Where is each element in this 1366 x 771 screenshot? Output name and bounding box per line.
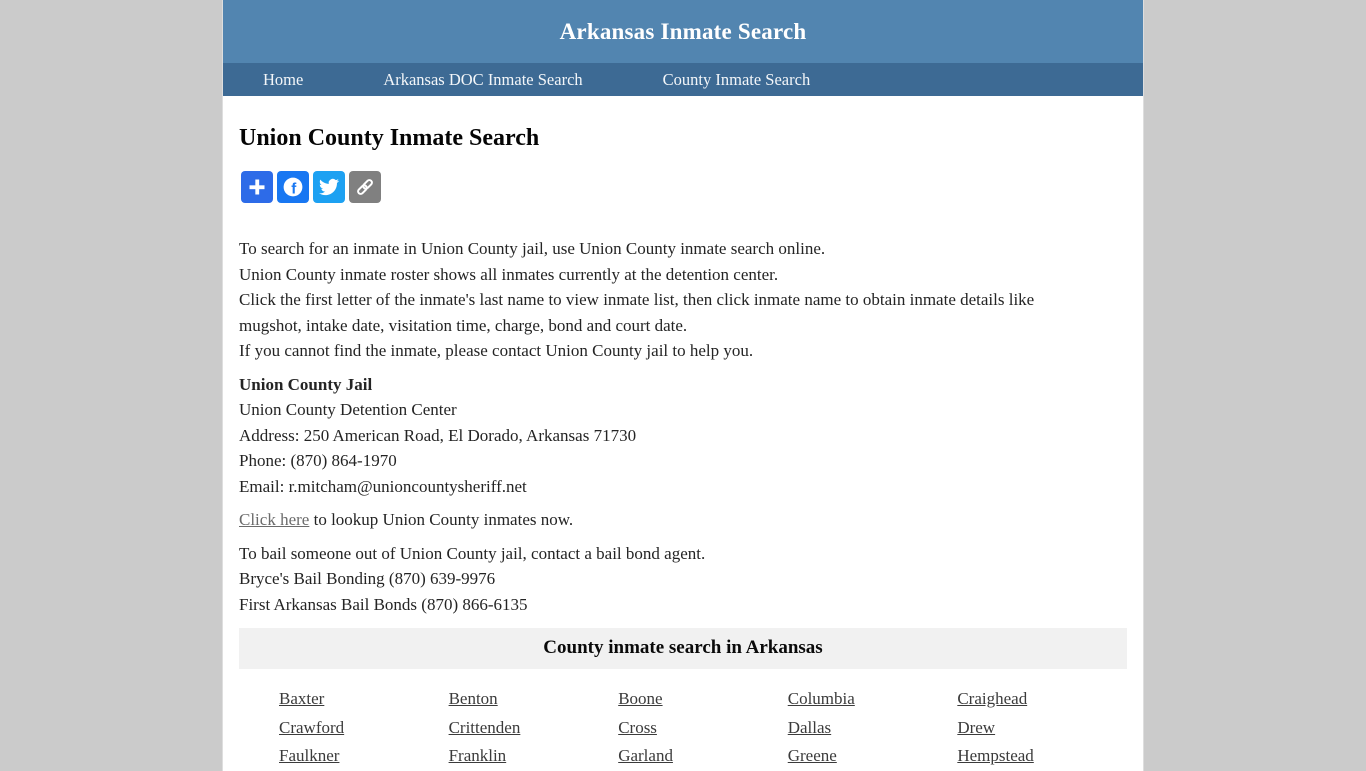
nav-item-doc-inmate-search[interactable]: Arkansas DOC Inmate Search — [383, 69, 583, 89]
county-link-benton[interactable]: Benton — [448, 689, 498, 709]
county-link-crawford[interactable]: Crawford — [279, 717, 345, 737]
page-title: Union County Inmate Search — [239, 125, 540, 151]
jail-address: Address: 250 American Road, El Dorado, Arkansas 71730 — [239, 425, 637, 445]
intro-line: To search for an inmate in Union County jail, use Union County inmate search online. — [239, 239, 826, 258]
intro-paragraph — [239, 236, 1127, 364]
share-buttons-row — [241, 171, 1127, 203]
facebook-icon[interactable] — [277, 171, 309, 203]
county-link-greene[interactable]: Greene — [787, 746, 837, 766]
county-link-hempstead[interactable]: Hempstead — [957, 746, 1034, 766]
plus-glyph — [247, 177, 267, 197]
twitter-bird-glyph — [319, 177, 339, 197]
intro-line: mugshot, intake date, visitation time, charge, bond and court date. — [239, 315, 688, 335]
county-link-dallas[interactable]: Dallas — [787, 717, 832, 737]
county-link-columbia[interactable]: Columbia — [787, 689, 855, 709]
lookup-line — [239, 507, 1127, 533]
county-link-craighead[interactable]: Craighead — [957, 689, 1028, 709]
intro-line: Union County inmate roster shows all inmates currently at the detention center. — [239, 264, 779, 284]
bail-line: Bryce's Bail Bonding (870) 639-9976 — [239, 569, 496, 588]
county-link-baxter[interactable]: Baxter — [279, 689, 325, 709]
county-link-cross[interactable]: Cross — [618, 717, 657, 737]
nav-item-county-inmate-search[interactable]: County Inmate Search — [662, 69, 811, 89]
lookup-suffix: to lookup Union County inmates now. — [309, 510, 574, 529]
link-icon[interactable] — [349, 171, 381, 203]
county-link-garland[interactable]: Garland — [618, 746, 673, 766]
bail-info-block — [239, 541, 1127, 618]
share-icon[interactable] — [241, 171, 273, 203]
counties-section-header: County inmate search in Arkansas — [239, 628, 1127, 669]
intro-line: Click the first letter of the inmate's last name to view inmate list, then click inmate name to obtain inmate details like — [239, 290, 1035, 309]
jail-phone: Phone: (870) 864-1970 — [239, 451, 397, 470]
jail-info-block — [239, 372, 1127, 500]
main-nav — [223, 63, 1143, 96]
county-link-franklin[interactable]: Franklin — [448, 746, 507, 766]
twitter-icon[interactable] — [313, 171, 345, 203]
site-header — [223, 0, 1143, 63]
table-row — [279, 714, 1127, 743]
bail-line: First Arkansas Bail Bonds (870) 866-6135 — [239, 594, 528, 614]
svg-text:f: f — [291, 180, 297, 198]
jail-email: Email: r.mitcham@unioncountysheriff.net — [239, 476, 527, 496]
jail-detention-center: Union County Detention Center — [239, 400, 457, 419]
nav-item-home[interactable]: Home — [263, 69, 304, 89]
click-here-link[interactable]: Click here — [239, 510, 310, 529]
site-title: Arkansas Inmate Search — [559, 18, 807, 44]
intro-line: If you cannot find the inmate, please contact Union County jail to help you. — [239, 341, 754, 360]
table-row — [279, 742, 1127, 771]
page-container — [223, 0, 1143, 771]
chain-glyph — [354, 176, 376, 198]
county-links-table — [279, 685, 1127, 771]
jail-name: Union County Jail — [239, 374, 373, 394]
county-link-faulkner[interactable]: Faulkner — [279, 746, 340, 766]
content-area — [223, 125, 1143, 771]
table-row — [279, 685, 1127, 714]
county-link-boone[interactable]: Boone — [618, 689, 663, 709]
facebook-glyph — [280, 174, 306, 200]
county-link-crittenden[interactable]: Crittenden — [448, 717, 521, 737]
county-link-drew[interactable]: Drew — [957, 717, 996, 737]
bail-line: To bail someone out of Union County jail, contact a bail bond agent. — [239, 543, 706, 563]
